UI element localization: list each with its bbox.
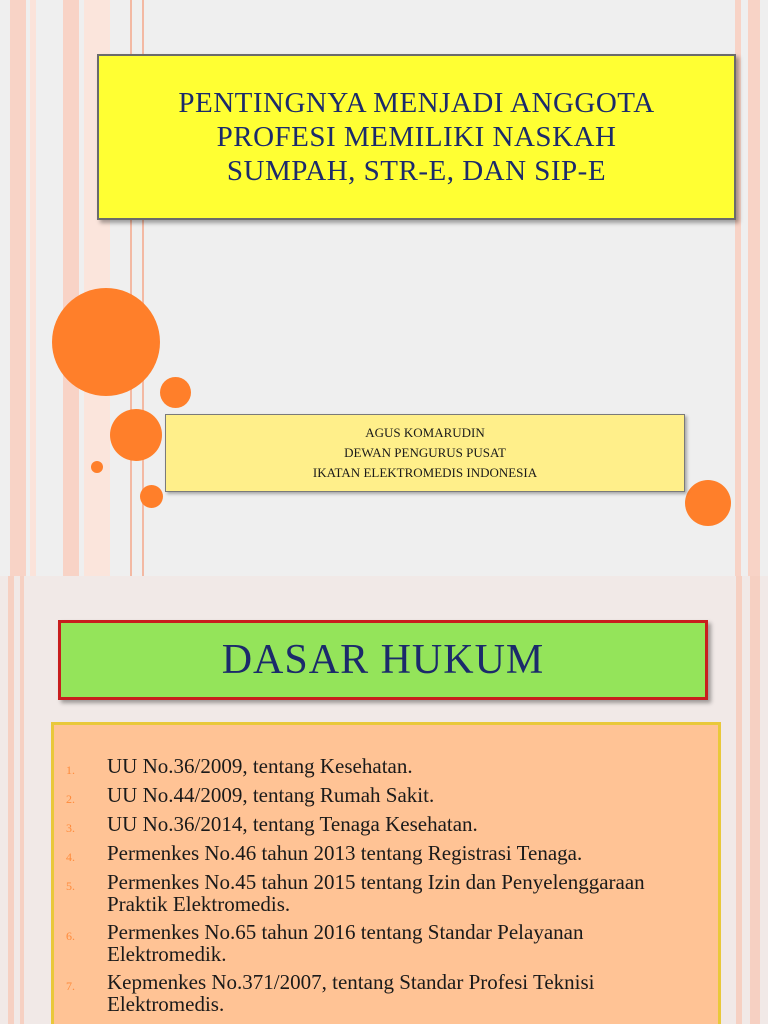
decor-stripe	[20, 576, 24, 1024]
section-heading	[58, 620, 708, 700]
decor-circle	[685, 480, 731, 526]
decor-stripe	[63, 0, 79, 576]
author-organization: IKATAN ELEKTROMEDIS INDONESIA	[312, 465, 538, 480]
legal-basis-slide	[0, 576, 768, 1024]
decor-circle	[110, 409, 162, 461]
list-item-text: UU No.36/2014, tentang Tenaga Kesehatan.	[107, 812, 478, 836]
decor-stripe	[736, 576, 742, 1024]
list-item	[66, 921, 698, 965]
list-item	[66, 871, 698, 915]
decor-circle	[140, 485, 163, 508]
list-item	[66, 971, 698, 1015]
slide-title	[97, 54, 736, 220]
author-box	[165, 414, 685, 492]
list-item	[66, 784, 698, 807]
list-item-text: Permenkes No.65 tahun 2016 tentang Standar Pelayanan Elektromedik.	[107, 920, 584, 966]
title-line: SUMPAH, STR-E, DAN SIP-E	[226, 155, 607, 187]
list-item	[66, 755, 698, 778]
list-item-text: UU No.36/2009, tentang Kesehatan.	[107, 754, 413, 778]
list-item-number: 2.	[66, 792, 75, 806]
section-heading-text: DASAR HUKUM	[221, 637, 545, 683]
author-role: DEWAN PENGURUS PUSAT	[344, 445, 506, 460]
legal-basis-list-box	[51, 722, 721, 1024]
list-item-number: 3.	[66, 821, 75, 835]
decor-stripe	[10, 0, 26, 576]
decor-stripe	[30, 0, 36, 576]
list-item-number: 1.	[66, 763, 75, 777]
list-item-text: Permenkes No.46 tahun 2013 tentang Registrasi Tenaga.	[107, 841, 583, 865]
list-item-number: 6.	[66, 929, 75, 943]
decor-circle	[52, 288, 160, 396]
list-item-number: 7.	[66, 979, 75, 993]
decor-circle	[91, 461, 103, 473]
list-item	[66, 813, 698, 836]
list-item-text: Permenkes No.45 tahun 2015 tentang Izin dan Penyelenggaraan Praktik Elektromedis.	[107, 870, 645, 916]
legal-basis-list	[54, 725, 718, 1015]
decor-stripe	[8, 576, 14, 1024]
decor-stripe	[748, 0, 760, 576]
title-line: PROFESI MEMILIKI NASKAH	[216, 121, 617, 153]
title-line: PENTINGNYA MENJADI ANGGOTA	[178, 87, 655, 119]
list-item-text: Kepmenkes No.371/2007, tentang Standar Profesi Teknisi Elektromedis.	[107, 970, 595, 1016]
decor-stripe	[750, 576, 760, 1024]
list-item-text: UU No.44/2009, tentang Rumah Sakit.	[107, 783, 435, 807]
list-item-number: 4.	[66, 850, 75, 864]
author-name: AGUS KOMARUDIN	[365, 425, 485, 440]
list-item-number: 5.	[66, 879, 75, 893]
list-item	[66, 842, 698, 865]
decor-circle	[160, 377, 191, 408]
